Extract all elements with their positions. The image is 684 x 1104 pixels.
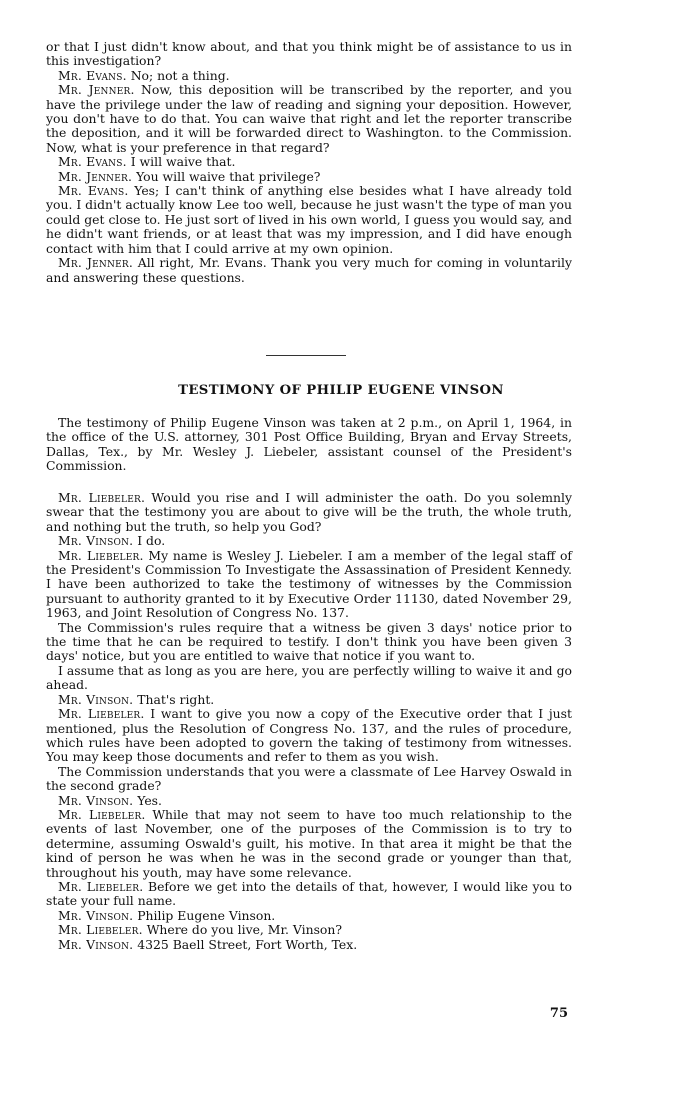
paragraph: Mr. Jenner. You will waive that privilege? [58, 168, 321, 184]
testimony-section [46, 491, 572, 952]
speaker: Mr. Liebeler. [58, 922, 143, 938]
speaker: Mr. Vinson. [58, 936, 134, 952]
speaker: Mr. Vinson. [58, 691, 134, 707]
paragraph: Mr. Liebeler. Where do you live, Mr. Vinson? [58, 922, 343, 938]
paragraph: Mr. Liebeler. Would you rise and I will administer the oath. Do you solemnly swear that the testimony you are about to give will be the truth, the whole truth, and nothing but the truth, so help you God? [46, 490, 572, 534]
paragraph: The Commission's rules require that a witness be given 3 days' notice prior to the time that he can be required to testify. I don't think you have been given 3 days' notice, but you are entitled to waive that notice if you want to. [46, 619, 572, 664]
paragraph: Mr. Vinson. Yes. [58, 792, 162, 808]
speaker: Mr. Evans. [58, 67, 127, 83]
paragraph: Mr. Evans. Yes; I can't think of anything else besides what I have already told you. I didn't actually know Lee too well, because he just wasn't the type of man you could get close to. He just sort of lived in his own world, I guess you would say, and he didn't want friends, or at least that was my impression, and I did have enough contact with him that I could arrive at my own opinion. [46, 183, 572, 256]
speaker: Mr. Jenner. [58, 255, 133, 271]
speaker: Mr. Jenner. [58, 168, 133, 184]
paragraph: Mr. Vinson. I do. [58, 533, 166, 549]
paragraph: or that I just didn't know about, and that you think might be of assistance to us in this investigation? [46, 39, 572, 69]
section-heading: TESTIMONY OF PHILIP EUGENE VINSON [178, 383, 504, 398]
speaker: Mr. Vinson. [58, 907, 134, 923]
paragraph: Mr. Vinson. Philip Eugene Vinson. [58, 907, 276, 923]
paragraph: Mr. Evans. I will waive that. [58, 154, 236, 170]
speaker: Mr. Vinson. [58, 792, 134, 808]
paragraph: Mr. Vinson. 4325 Baell Street, Fort Worth, Tex. [58, 936, 358, 952]
speaker: Mr. Liebeler. [58, 547, 144, 563]
intro-section [46, 416, 572, 474]
speaker: Mr. Vinson. [58, 533, 134, 549]
speaker: Mr. Liebeler. [58, 490, 146, 505]
speaker: Mr. Liebeler. [58, 806, 146, 822]
paragraph: I assume that as long as you are here, you are perfectly willing to waive it and go ahead. [46, 662, 572, 693]
section-divider [266, 355, 346, 356]
paragraph: Mr. Liebeler. Before we get into the details of that, however, I would like you to state your full name. [46, 878, 572, 909]
paragraph: Mr. Vinson. That's right. [58, 691, 215, 707]
page-number: 75 [549, 1006, 568, 1021]
paragraph: Mr. Liebeler. I want to give you now a copy of the Executive order that I just mentioned, plus the Resolution of Congress No. 137, and the rules of procedure, which rules have been adopted to govern the taking of testimony from witnesses. You may keep those documents and refer to them as you wish. [46, 706, 572, 765]
speaker: Mr. Evans. [58, 154, 127, 170]
paragraph: Mr. Evans. No; not a thing. [58, 67, 230, 83]
speaker: Mr. Liebeler. [58, 878, 144, 894]
paragraph: Mr. Liebeler. My name is Wesley J. Liebeler. I am a member of the legal staff of the President's Commission To Investigate the Assassination of President Kennedy. I have been authorized to take the testimony of witnesses by the Commission pursuant to authority granted to it by Executive Order 11130, dated November 29, 1963, and Joint Resolution of Congress No. 137. [46, 547, 572, 621]
speaker: Mr. Evans. [58, 183, 129, 199]
paragraph: Mr. Jenner. All right, Mr. Evans. Thank you very much for coming in voluntarily and answering these questions. [46, 255, 572, 285]
intro-paragraph: The testimony of Philip Eugene Vinson was taken at 2 p.m., on April 1, 1964, in the office of the U.S. attorney, 301 Post Office Building, Bryan and Ervay Streets, Dallas, Tex., by Mr. Wesley J. Liebeler, assistant counsel of the President's Commission. [46, 415, 572, 474]
paragraph: Mr. Jenner. Now, this deposition will be transcribed by the reporter, and you have the privilege under the law of reading and signing your deposition. However, you don't have to do that. You can waive that right and let the reporter transcribe the deposition, and it will be forwarded direct to Washington. to the Commission. Now, what is your preference in that regard? [46, 82, 573, 155]
previous-testimony-section [46, 40, 572, 285]
paragraph: The Commission understands that you were a classmate of Lee Harvey Oswald in the second grade? [46, 763, 572, 794]
speaker: Mr. Liebeler. [58, 706, 145, 722]
speaker: Mr. Jenner. [58, 82, 135, 98]
paragraph: Mr. Liebeler. While that may not seem to have too much relationship to the events of last November, one of the purposes of the Commission is to try to determine, assuming Oswald's guilt, his motive. In that area it might be that the kind of person he was when he was in the second grade or younger than that, throughout his youth, may have some relevance. [46, 806, 572, 880]
